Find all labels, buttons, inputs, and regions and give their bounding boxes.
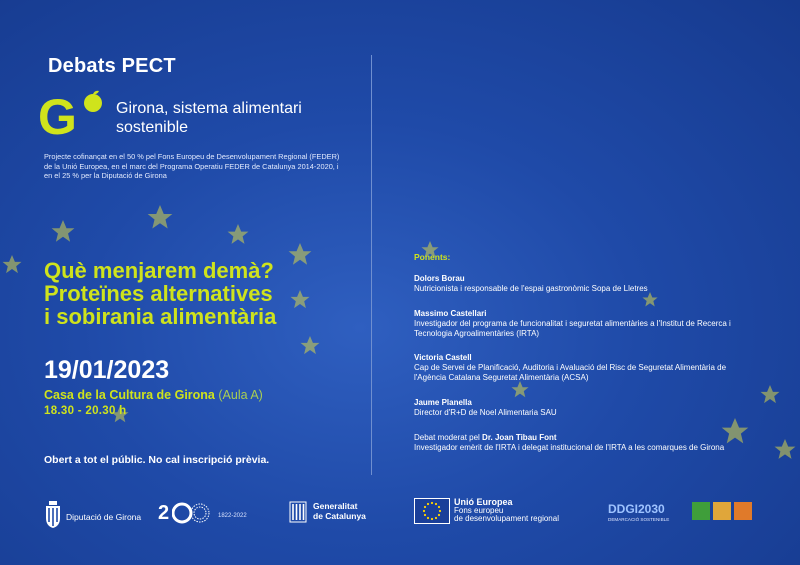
speaker-item — [414, 274, 734, 294]
speaker-item — [414, 398, 734, 418]
event-title-line2: Proteïnes alternatives — [44, 281, 273, 306]
venue-name: Casa de la Cultura de Girona — [44, 388, 215, 402]
speakers-heading: Ponents: — [414, 252, 451, 262]
event-title-line3: i sobirania alimentària — [44, 304, 277, 329]
diputacio-shield-icon — [44, 500, 62, 530]
speaker-role: Investigador del programa de funcionalitat i seguretat alimentàries a l'Institut de Recerca i Tecnologia Agroalimentàries (IRTA) — [414, 319, 731, 338]
speaker-role: Cap de Servei de Planificació, Auditoria i Avaluació del Risc de Seguretat Alimentària de l'Agència Catalana Seguretat Alimentària (ACSA) — [414, 363, 727, 382]
speaker-role: Nutricionista i responsable de l'espai gastronòmic Sopa de Lletres — [414, 284, 648, 293]
moderator-role: Investigador emèrit de l'IRTA i delegat institucional de l'IRTA a les comarques de Girona — [414, 443, 725, 452]
eu-label — [454, 498, 559, 524]
generalitat-line2: de Catalunya — [313, 511, 366, 521]
project-name-line1: Girona, sistema alimentari — [116, 100, 302, 117]
speaker-name: Jaume Planella — [414, 398, 472, 407]
venue-room: (Aula A) — [218, 388, 263, 402]
speaker-item — [414, 309, 734, 339]
g-apple-logo-icon — [38, 90, 108, 140]
speaker-name: Dolors Borau — [414, 274, 465, 283]
speaker-item — [414, 353, 734, 383]
event-title-line1: Què menjarem demà? — [44, 258, 274, 283]
eu-line2: Fons europeu — [454, 505, 504, 515]
ddgi-label: DDGI2030 — [608, 502, 665, 516]
event-venue — [44, 388, 263, 402]
generalitat-label — [313, 501, 366, 521]
cofinancing-text: Projecte cofinançat en el 50 % pel Fons Europeu de Desenvolupament Regional (FEDER) de la Unió Europea, en el marc del Programa Operatiu FEDER de Catalunya 2014-2020, i en el 25 % per la Diputació de Girona — [44, 152, 340, 181]
brand-title: Debats PECT — [48, 55, 176, 77]
bicentenari-digit: 2 — [158, 502, 170, 524]
event-date: 19/01/2023 — [44, 356, 170, 384]
sdg-tile-icon — [734, 502, 752, 520]
speaker-role: Director d'R+D de Noel Alimentaria SAU — [414, 408, 557, 417]
sponsor-logos — [0, 490, 800, 565]
eu-line3: de desenvolupament regional — [454, 514, 559, 523]
ddgi-subtitle: DEMARCACIÓ SOSTENIBLE — [608, 517, 670, 522]
sdg-tile-icon — [713, 502, 731, 520]
bicentenari-years: 1822-2022 — [218, 513, 247, 519]
generalitat-line1: Generalitat — [313, 501, 358, 511]
moderator-prefix: Debat moderat pel — [414, 433, 483, 442]
moderator — [414, 433, 734, 453]
column-divider — [371, 55, 372, 475]
speaker-name: Victoria Castell — [414, 353, 472, 362]
logo-letter: G — [38, 90, 77, 140]
sdg-tile-icon — [692, 502, 710, 520]
eu-flag-icon — [414, 498, 450, 524]
project-name-line2: sostenible — [116, 119, 189, 136]
speaker-name: Massimo Castellari — [414, 309, 487, 318]
eu-line1: Unió Europea — [454, 497, 513, 507]
bicentenari-rings-icon — [172, 502, 212, 524]
event-title — [44, 259, 364, 328]
project-name — [116, 99, 356, 137]
event-note: Obert a tot el públic. No cal inscripció prèvia. — [44, 454, 270, 466]
event-time: 18.30 - 20.30 h — [44, 405, 127, 417]
moderator-name: Dr. Joan Tibau Font — [482, 433, 557, 442]
generalitat-stripes-icon — [289, 500, 307, 524]
diputacio-label: Diputació de Girona — [66, 512, 142, 522]
